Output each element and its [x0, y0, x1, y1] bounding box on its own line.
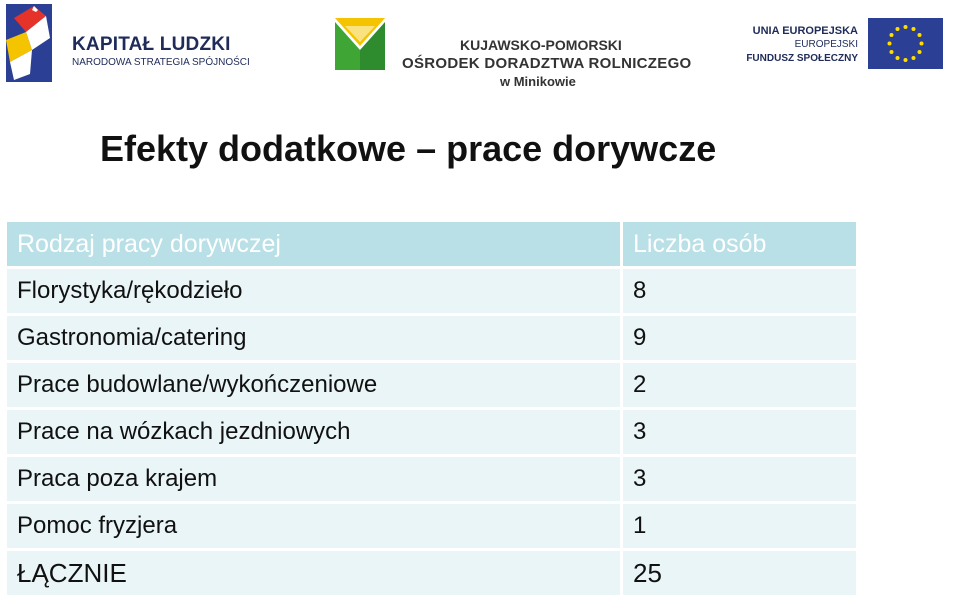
eu-flag-icon [868, 18, 943, 69]
kapital-ludzki-logo-icon [6, 4, 56, 84]
count-cell: 2 [623, 363, 856, 407]
count-cell: 1 [623, 504, 856, 548]
count-cell: 3 [623, 457, 856, 501]
total-label-cell: ŁĄCZNIE [7, 551, 623, 595]
job-type-cell: Prace na wózkach jezdniowych [7, 410, 623, 454]
table-row [7, 504, 856, 548]
table-row [7, 316, 856, 360]
table-total-row [7, 551, 856, 595]
table-row [7, 410, 856, 454]
jobs-table [7, 219, 856, 598]
job-type-cell: Florystyka/rękodzieło [7, 269, 623, 313]
column-header-job-type: Rodzaj pracy dorywczej [7, 222, 623, 266]
job-type-cell: Praca poza krajem [7, 457, 623, 501]
count-cell: 3 [623, 410, 856, 454]
table-row [7, 457, 856, 501]
kpodr-name-line2: OŚRODEK DORADZTWA ROLNICZEGO [402, 55, 692, 72]
column-header-count: Liczba osób [623, 222, 856, 266]
table-header-row [7, 222, 856, 266]
kapital-ludzki-subtitle: NARODOWA STRATEGIA SPÓJNOŚCI [72, 57, 250, 68]
kpodr-name-line3: w Minikowie [500, 74, 576, 89]
kapital-ludzki-title: KAPITAŁ LUDZKI [72, 34, 231, 55]
eu-text [746, 24, 858, 66]
page-title: Efekty dodatkowe – prace dorywcze [100, 128, 717, 169]
kpodr-name-line1: KUJAWSKO-POMORSKI [460, 37, 622, 53]
total-count-cell: 25 [623, 551, 856, 595]
job-type-cell: Pomoc fryzjera [7, 504, 623, 548]
table-row [7, 363, 856, 407]
table-row [7, 269, 856, 313]
job-type-cell: Gastronomia/catering [7, 316, 623, 360]
eu-line2: EUROPEJSKI [794, 39, 858, 50]
kpodr-logo-icon [335, 18, 385, 70]
count-cell: 9 [623, 316, 856, 360]
eu-line1: UNIA EUROPEJSKA [752, 25, 858, 37]
eu-line3: FUNDUSZ SPOŁECZNY [746, 53, 858, 64]
count-cell: 8 [623, 269, 856, 313]
header-logos [0, 0, 960, 90]
job-type-cell: Prace budowlane/wykończeniowe [7, 363, 623, 407]
